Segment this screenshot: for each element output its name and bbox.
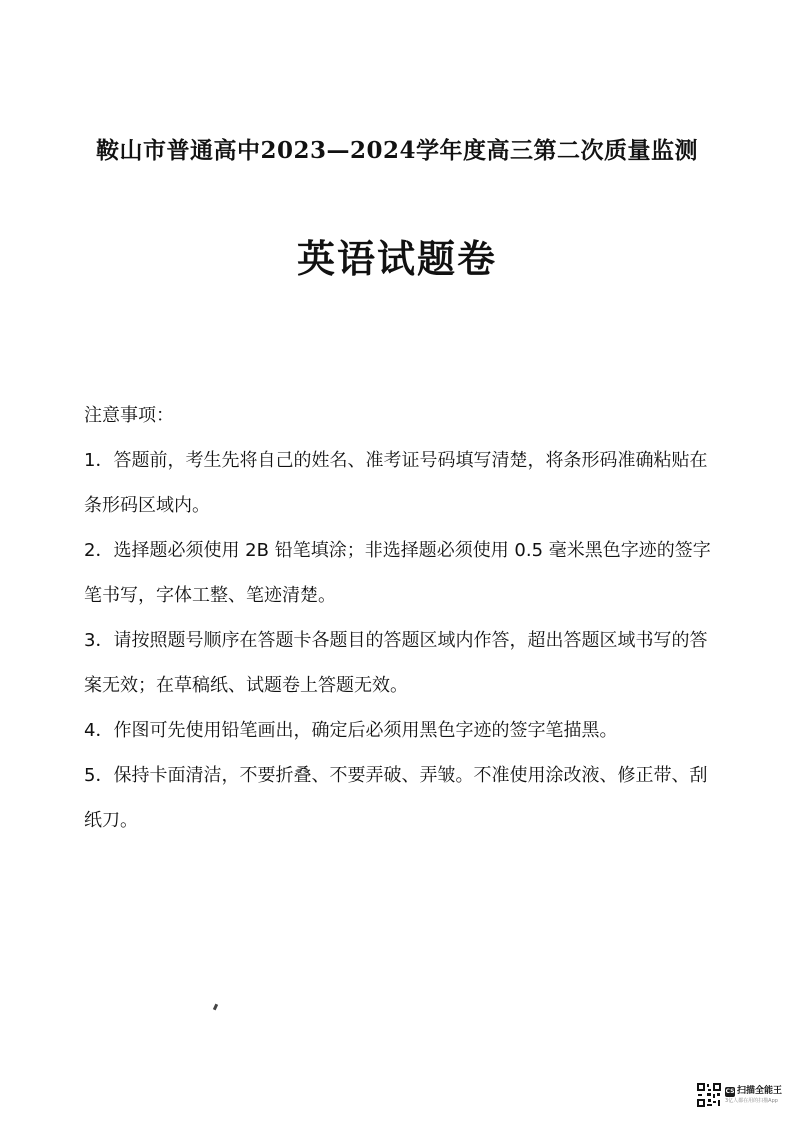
paper-title: 英语试题卷	[296, 236, 497, 281]
qr-code-icon	[696, 1082, 722, 1108]
watermark-brand: 扫描全能王	[737, 1086, 783, 1096]
note-item: 2．选择题必须使用 2B 铅笔填涂；非选择题必须使用 0.5 毫米黑色字迹的签字笔书写，字体工整、笔迹清楚。	[84, 540, 711, 606]
watermark-subtitle: 3亿人都在用的扫描App	[725, 1097, 778, 1104]
exam-title: 鞍山市普通高中2023—2024学年度高三第二次质量监测	[95, 137, 699, 164]
camscanner-logo-icon: CS	[725, 1087, 735, 1095]
scanner-watermark	[696, 1080, 792, 1110]
notes-heading: 注意事项：	[84, 405, 174, 426]
note-item: 3．请按照题号顺序在答题卡各题目的答题区域内作答，超出答题区域书写的答案无效；在草稿纸、试题卷上答题无效。	[84, 630, 708, 696]
notes-section	[84, 393, 724, 843]
note-item: 1．答题前，考生先将自己的姓名、准考证号码填写清楚，将条形码准确粘贴在条形码区域内。	[84, 450, 708, 516]
note-item: 4．作图可先使用铅笔画出，确定后必须用黑色字迹的签字笔描黑。	[84, 720, 618, 741]
note-item: 5．保持卡面清洁，不要折叠、不要弄破、弄皱。不准使用涂改液、修正带、刮纸刀。	[84, 765, 708, 831]
stray-mark	[213, 1004, 218, 1011]
